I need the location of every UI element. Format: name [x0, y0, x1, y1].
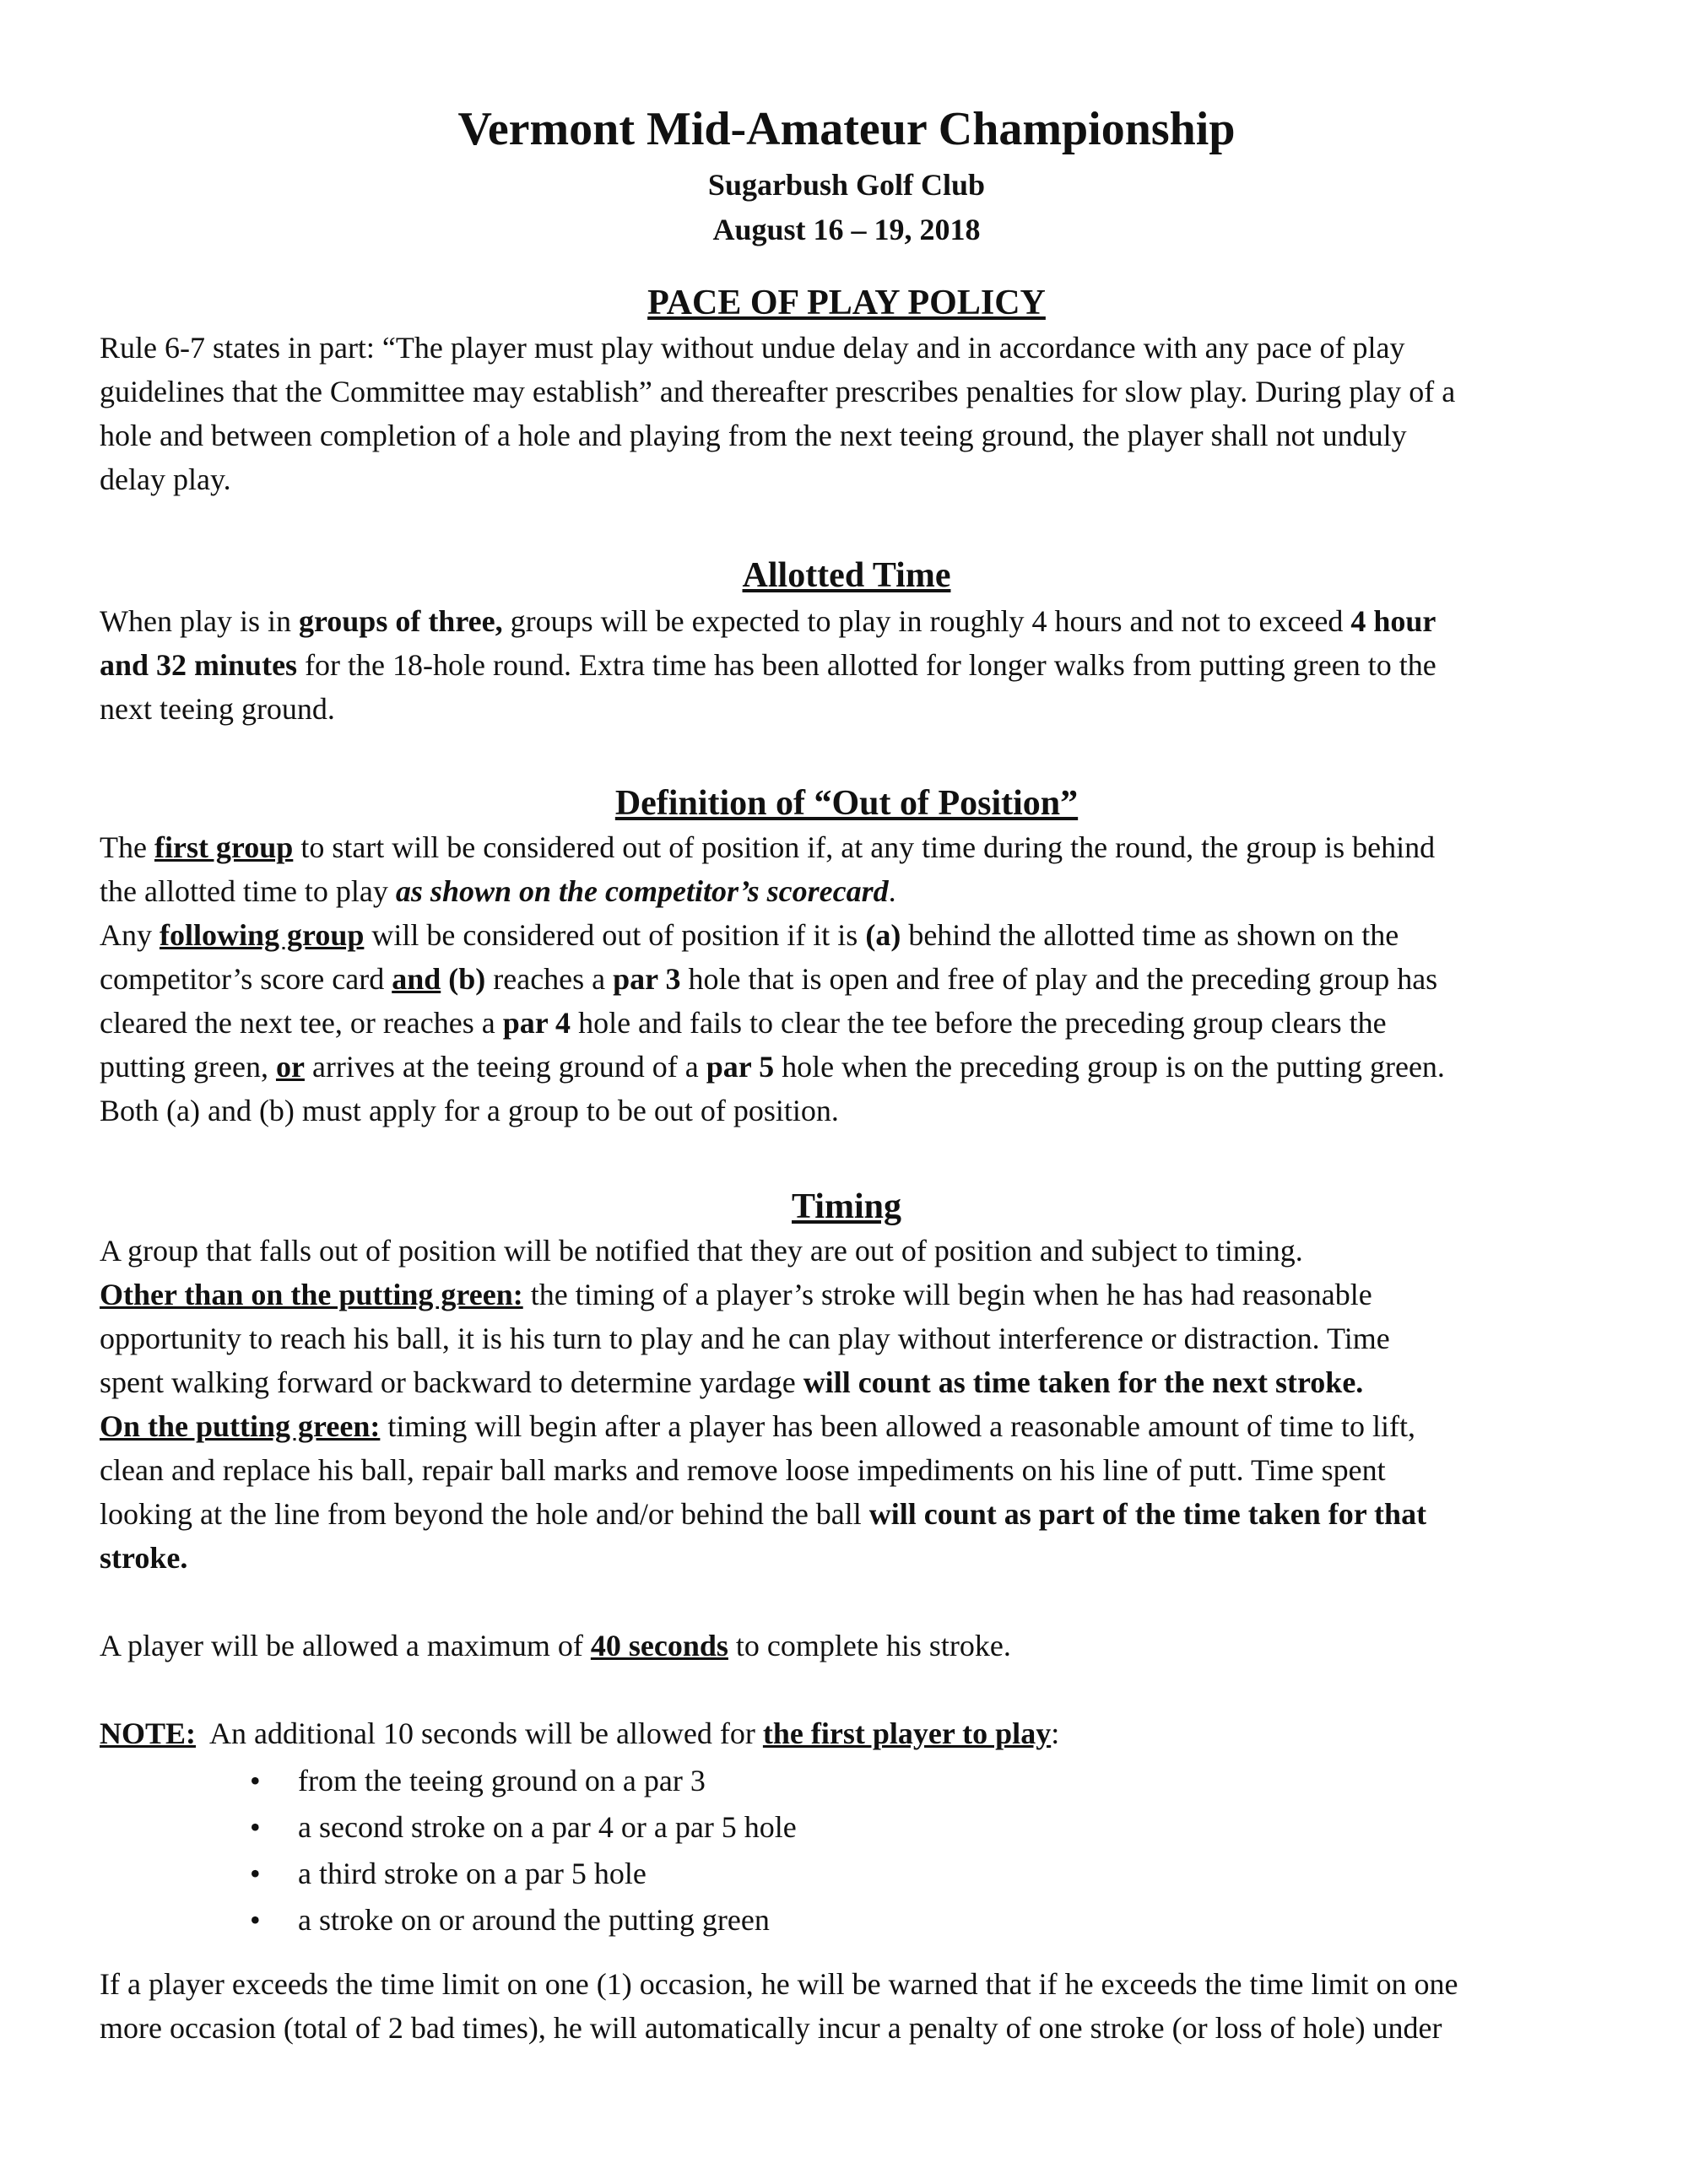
allotted-line-3: next teeing ground.	[100, 692, 335, 726]
list-item: • a second stroke on a par 4 or a par 5 hole	[100, 1804, 797, 1851]
timing-line-1: A group that falls out of position will be notified that they are out of position and subject to timing.	[100, 1234, 1303, 1268]
timing-line-5: On the putting green: timing will begin after a player has been allowed a reasonable amount of time to lift,	[100, 1409, 1415, 1443]
policy-intro-line-2: guidelines that the Committee may establish” and thereafter prescribes penalties for slow play. During play of a	[100, 375, 1456, 408]
allotted-line-2: and 32 minutes for the 18-hole round. Extra time has been allotted for longer walks from putting green to the	[100, 648, 1436, 682]
dates-line: August 16 – 19, 2018	[712, 213, 981, 246]
timing-heading: Timing	[792, 1187, 901, 1226]
venue-line: Sugarbush Golf Club	[707, 168, 986, 202]
oop-line-4: competitor’s score card and (b) reaches a par 3 hole that is open and free of play and the preceding group has	[100, 962, 1438, 996]
policy-intro-line-1: Rule 6-7 states in part: “The player must play without undue delay and in accordance with any pace of play	[100, 331, 1405, 365]
allotted-line-1: When play is in groups of three, groups will be expected to play in roughly 4 hours and not to exceed 4 hour	[100, 604, 1436, 638]
penalty-line-2: more occasion (total of 2 bad times), he will automatically incur a penalty of one stroke (or loss of hole) under	[100, 2011, 1442, 2045]
oop-line-3: Any following group will be considered out of position if it is (a) behind the allotted time as shown on the	[100, 918, 1399, 952]
note-label: NOTE:	[100, 1716, 197, 1750]
timing-line-8: stroke.	[100, 1541, 188, 1575]
allotted-time-heading: Allotted Time	[742, 556, 951, 595]
out-of-position-heading: Definition of “Out of Position”	[614, 784, 1079, 823]
oop-line-7: Both (a) and (b) must apply for a group to be out of position.	[100, 1094, 839, 1127]
timing-line-4: spent walking forward or backward to determine yardage will count as time taken for the next stroke.	[100, 1365, 1364, 1399]
list-item: • a stroke on or around the putting green	[100, 1897, 797, 1943]
oop-line-2: the allotted time to play as shown on the competitor’s scorecard.	[100, 874, 896, 908]
list-item: • from the teeing ground on a par 3	[100, 1758, 797, 1804]
penalty-line-1: If a player exceeds the time limit on one (1) occasion, he will be warned that if he exceeds the time limit on one	[100, 1967, 1458, 2001]
document-title: Vermont Mid-Amateur Championship	[457, 103, 1236, 155]
policy-intro-line-4: delay play.	[100, 462, 231, 496]
max-time-line: A player will be allowed a maximum of 40 seconds to complete his stroke.	[100, 1629, 1011, 1662]
timing-line-6: clean and replace his ball, repair ball marks and remove loose impediments on his line of putt. Time spent	[100, 1453, 1386, 1487]
oop-line-1: The first group to start will be considered out of position if, at any time during the round, the group is behind	[100, 830, 1436, 864]
oop-line-6: putting green, or arrives at the teeing ground of a par 5 hole when the preceding group is on the putting green.	[100, 1050, 1445, 1084]
list-item: • a third stroke on a par 5 hole	[100, 1851, 797, 1897]
timing-line-2: Other than on the putting green: the timing of a player’s stroke will begin when he has had reasonable	[100, 1278, 1372, 1311]
note-bullet-list	[100, 1758, 797, 1943]
note-line: NOTE: An additional 10 seconds will be allowed for the first player to play:	[100, 1716, 1060, 1750]
policy-intro-line-3: hole and between completion of a hole and playing from the next teeing ground, the player shall not unduly	[100, 419, 1407, 452]
timing-line-3: opportunity to reach his ball, it is his turn to play and he can play without interference or distraction. Time	[100, 1322, 1390, 1355]
timing-line-7: looking at the line from beyond the hole and/or behind the ball will count as part of the time taken for that	[100, 1497, 1427, 1531]
oop-line-5: cleared the next tee, or reaches a par 4 hole and fails to clear the tee before the preceding group clears the	[100, 1006, 1387, 1040]
policy-heading: PACE OF PLAY POLICY	[647, 284, 1046, 322]
